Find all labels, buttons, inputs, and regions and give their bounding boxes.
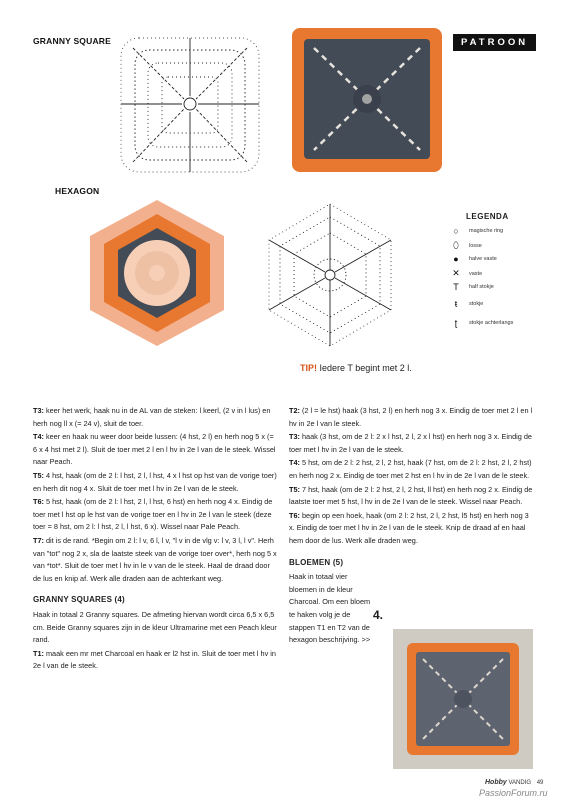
round-t5: T5: 4 hst, haak (om de 2 l: l hst, 2 l, l hst, 4 x l hst op hst van de vorige toer) en herh dit nog 4 x. Sluit de toer met l hv in 2e l van de le steek. [33, 470, 277, 493]
round-t2: T2: (2 l = le hst) haak (3 hst, 2 l) en herh nog 3 x. Eindig de toer met 2 l en l hv in 2e l van le steek. [289, 406, 533, 428]
granny-square-chart [115, 36, 265, 186]
slip-stitch-icon: ● [453, 254, 459, 264]
legend-item: ● halve vaste [449, 254, 497, 264]
magazine-footer [485, 779, 543, 786]
round-t1: T1: maak een mr met Charcoal en haak er l2 hst in. Sluit de toer met l hv in 2e l van de le steek. [33, 648, 276, 671]
round-t6: T6: 5 hst, haak (om de 2 l: l hst, 2 l, l hst, 6 hst) en herh nog 4 x. Eindig de toer met l hst op le hst van de vorige toer en l hv in 2e l van le steek (deze toer = 8 hst, om 2 l: l hst, 2 l, l hst, 6 x). Wissel naar Pale Peach. [33, 497, 273, 532]
bloemen-heading: BLOEMEN (5) [289, 557, 344, 567]
granny-square-heading: GRANNY SQUARE [33, 36, 112, 46]
hexagon-photo [82, 198, 232, 348]
round-t3: T3: keer het werk, haak nu in de AL van de steken: l keerl, (2 v in l lus) en herh nog ll x (= 24 v), sluit de toer. [33, 406, 271, 428]
legend-item: ʈ stokje achterlangs [449, 318, 513, 328]
left-text-column [33, 405, 278, 674]
page-number: 49 [536, 780, 544, 786]
round-t4: T4: 5 hst, om de 2 l: 2 hst, 2 l, 2 hst, haak (7 hst, om de 2 l: 2 hst, 2 l, 2 hst) en herh nog 2 x. Eindig de toer met 2 hst en l hv in de 2e l van de le steek. [289, 458, 532, 480]
round-t7: T7: dit is de rand. *Begin om 2 l: l v, 6 l, l v, "l v in de vlg v: l v, 3 l, l v". Herh van "tot" nog 2 x, sla de laatste steek van de vorige toer over*, herh nog 5 x van *tot*. Sluit de toer met l hv in le v van de le steek. Haal de draad door de lus en knip af. Werk alle draden aan de achterkant weg. [33, 535, 277, 583]
magazine-name: Hobby [485, 779, 507, 786]
round-t5: T5: 7 hst, haak (om de 2 l: 2 hst, 2 l, 2 hst, ll hst) en herh nog 2 x. Eindig de laatste toer met 5 hst, l hv in de 2e l van de le steek. Wissel naar Peach. [289, 484, 533, 507]
round-t3: T3: haak (3 hst, om de 2 l: 2 x l hst, 2 l, 2 x l hst) en herh nog 3 x. Eindig de toer met l hv in 2e l van de le steek. [289, 432, 532, 454]
legend-item: ✕ vaste [449, 268, 482, 279]
legend-item: ŧ stokje [449, 299, 483, 309]
granny-square-photo-4 [393, 629, 533, 769]
magazine-sub: VANDIG [508, 780, 532, 786]
round-t4: T4: keer en haak nu weer door beide lussen: (4 hst, 2 l) en herh nog 5 x (= 6 x 4 hst met 2 l). Sluit de toer met 2 l en l hv in 2e l van de le steek. Wissel naar Peach. [33, 432, 276, 467]
patroon-label: PATROON [453, 34, 536, 51]
chain-icon: ⬯ [453, 240, 459, 250]
legend-item: ○ magische ring [449, 226, 503, 236]
single-crochet-icon: ✕ [452, 268, 460, 278]
legend-heading: LEGENDA [466, 212, 509, 221]
granny-squares-intro: Haak in totaal 2 Granny squares. De afmeting hiervan wordt circa 6,5 x 6,5 cm. Beide Granny squares zijn in de kleur Ultramarine met een Peach kleur rand. [33, 609, 277, 645]
photo-badge: 4. [373, 608, 384, 622]
granny-square-photo [290, 26, 446, 176]
granny-squares-heading: GRANNY SQUARES (4) [33, 595, 125, 605]
round-t6: T6: begin op een hoek, haak (om 2 l: 2 hst, 2 l, 2 hst, l5 hst) en herh nog 3 x. Eindig de toer met l hv in 2e l van de le steek. Knip de draad af en haal hem door de lus. Werk alle draden weg. [289, 510, 529, 545]
magic-ring-icon: ○ [453, 226, 459, 236]
legend-item: T half stokje [449, 282, 494, 292]
bloemen-text: Haak in totaal vier bloemen in de kleur Charcoal. Om een bloem te haken volg je de stappen T1 en T2 van de hexagon beschrijving. >> [289, 572, 371, 645]
watermark: PassionForum.ru [479, 788, 548, 798]
tip-callout: TIP! Iedere T begint met 2 l. [300, 363, 412, 373]
legend-item: ⬯ losse [449, 240, 482, 251]
half-double-icon: T [453, 282, 459, 292]
hexagon-heading: HEXAGON [55, 186, 100, 196]
right-text-column [289, 405, 534, 648]
double-crochet-icon: ŧ [454, 299, 458, 309]
back-post-double-icon: ʈ [454, 318, 458, 328]
legend [449, 226, 554, 356]
hexagon-chart [255, 200, 405, 350]
